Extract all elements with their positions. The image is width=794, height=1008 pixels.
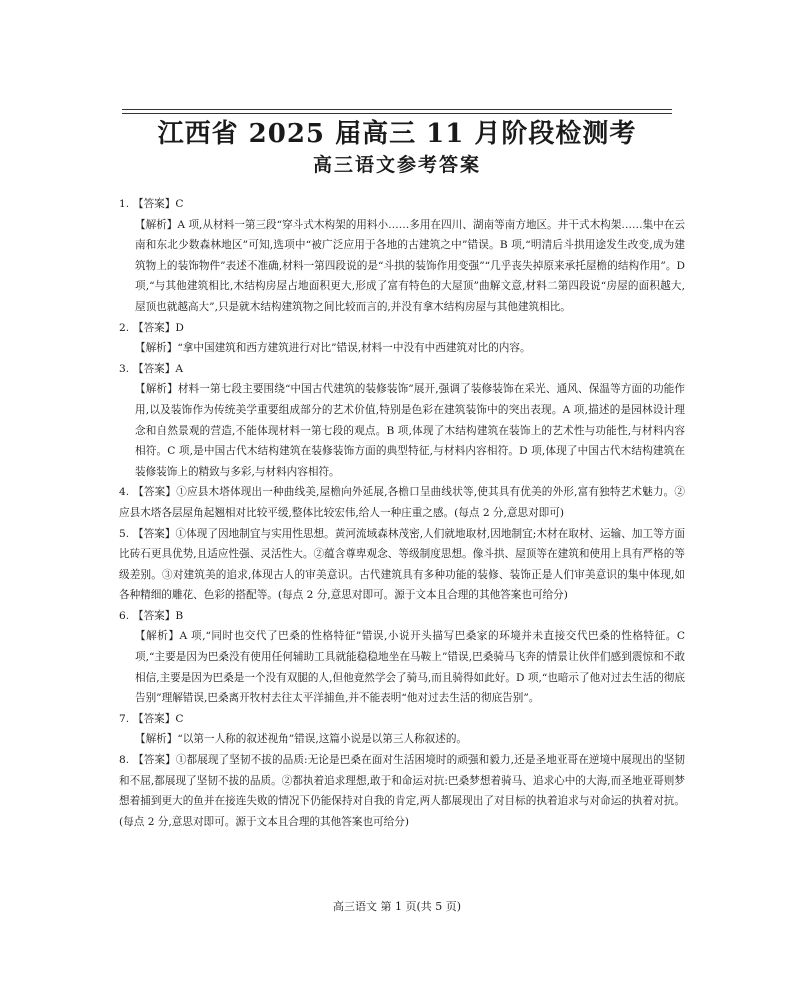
item-number: 5. xyxy=(119,527,130,540)
answer-item-2 xyxy=(119,318,685,359)
answer-text: 【答案】①应县木塔体现出一种曲线美,屋檐向外延展,各檐口呈曲线状等,使其具有优美的外形,富有独特艺术魅力。②应县木塔各层屋角起翘相对比较平缓,整体比较宏伟,给人一种庄重之感。(每点 2 分,意思对即可) xyxy=(119,486,685,519)
answer-item-3 xyxy=(119,359,685,483)
answer-text: 【答案】①都展现了坚韧不拔的品质:无论是巴桑在面对生活困境时的顽强和毅力,还是圣地亚哥在逆境中展现出的坚韧和不屈,都展现了坚韧不拔的品质。②都执着追求理想,敢于和命运对抗:巴桑梦想着骑马、追求心中的大海,而圣地亚哥则梦想着捕到更大的鱼并在接连失败的情况下仍能保持对自我的肯定,两人都展现出了对目标的执着追求与对命运的执着对抗。(每点 2 分,意思对即可。源于文本且合理的其他答案也可给分) xyxy=(119,754,685,828)
answer-text: 【答案】D xyxy=(133,321,184,334)
analysis-text: 【解析】“拿中国建筑和西方建筑进行对比”错误,材料一中没有中西建筑对比的内容。 xyxy=(135,342,531,355)
analysis-text: 【解析】A 项,从材料一第三段“穿斗式木构架的用料小……多用在四川、湖南等南方地区。井干式木构架……集中在云南和东北少数森林地区”可知,选项中“被广泛应用于各地的古建筑之中”错误。B 项,“明清后斗拱用途发生改变,成为建筑物上的装饰物件”表述不准确,材料一第四段说的是“斗拱的装饰作用变强”“几乎丧失掉原来承托屋檐的结构作用”。D 项,“与其他建筑相比,木结构房屋占地面积更大,形成了富有特色的大屋顶”曲解文意,材料二第四段说“房屋的面积越大,屋顶也就越高大”,只是就木结构建筑物之间比较而言的,并没有拿木结构房屋与其他建筑相比。 xyxy=(135,218,685,313)
document-subtitle: 高三语文参考答案 xyxy=(312,154,481,176)
answer-item-7 xyxy=(119,709,685,750)
answer-item-8 xyxy=(119,750,685,832)
item-number: 1. xyxy=(119,198,130,210)
answer-item-1 xyxy=(119,194,685,318)
answer-text: 【答案】C xyxy=(133,198,184,210)
analysis-text: 【解析】A 项,“同时也交代了巴桑的性格特征”错误,小说开头描写巴桑家的环境并未直接交代巴桑的性格特征。C 项,“主要是因为巴桑没有使用任何辅助工具就能稳稳地坐在马鞍上”错误,巴桑骑马飞奔的情景让伙伴们感到震惊和不敢相信,主要是因为巴桑是一个没有双腿的人,但他竟然学会了骑马,而且骑得如此好。D 项,“也暗示了他对过去生活的彻底告别”理解错误,巴桑离开牧村去往太平洋捕鱼,并不能表明“他对过去生活的彻底告别”。 xyxy=(135,630,685,705)
item-number: 8. xyxy=(119,754,130,767)
answer-text: 【答案】A xyxy=(133,362,184,375)
item-number: 3. xyxy=(119,362,130,375)
header-rule-thick xyxy=(122,109,672,110)
answer-text: 【答案】C xyxy=(133,712,184,725)
document-title: 江西省 2025 届高三 11 月阶段检测考 xyxy=(157,119,637,149)
answer-item-5 xyxy=(119,524,685,606)
item-number: 4. xyxy=(119,486,130,499)
analysis-text: 【解析】“以第一人称的叙述视角”错误,这篇小说是以第三人称叙述的。 xyxy=(135,733,468,746)
answer-text: 【答案】①体现了因地制宜与实用性思想。黄河流域森林茂密,人们就地取材,因地制宜;木材在取材、运输、加工等方面比砖石更具优势,且适应性强、灵活性大。②蕴含尊卑观念、等级制度思想。像斗拱、屋顶等在建筑和使用上具有严格的等级差别。③对建筑美的追求,体现古人的审美意识。古代建筑具有多种功能的装修、装饰正是人们审美意识的集中体现,如各种精细的雕花、色彩的搭配等。(每点 2 分,意思对即可。源于文本且合理的其他答案也可给分) xyxy=(119,527,685,602)
answer-text: 【答案】B xyxy=(133,609,184,622)
header-rule-thin xyxy=(122,113,672,114)
answer-list xyxy=(119,194,685,832)
answer-item-4 xyxy=(119,482,685,523)
analysis-text: 【解析】材料一第七段主要围绕“中国古代建筑的装修装饰”展开,强调了装修装饰在采光、通风、保温等方面的功能作用,以及装饰作为传统美学重要组成部分的艺术价值,特别是色彩在建筑装饰中的突出表现。A 项,描述的是园林设计理念和自然景观的营造,不能体现材料一第七段的观点。B 项,体现了木结构建筑在装饰上的艺术性与功能性,与材料内容相符。C 项,是中国古代木结构建筑在装修装饰方面的典型特征,与材料内容相符。D 项,体现了中国古代木结构建筑在装修装饰上的精致与多彩,与材料内容相符。 xyxy=(135,383,685,478)
answer-item-6 xyxy=(119,606,685,709)
item-number: 7. xyxy=(119,712,130,725)
item-number: 2. xyxy=(119,321,130,334)
item-number: 6. xyxy=(119,609,130,622)
page-footer: 高三语文 第 1 页(共 5 页) xyxy=(332,900,462,913)
